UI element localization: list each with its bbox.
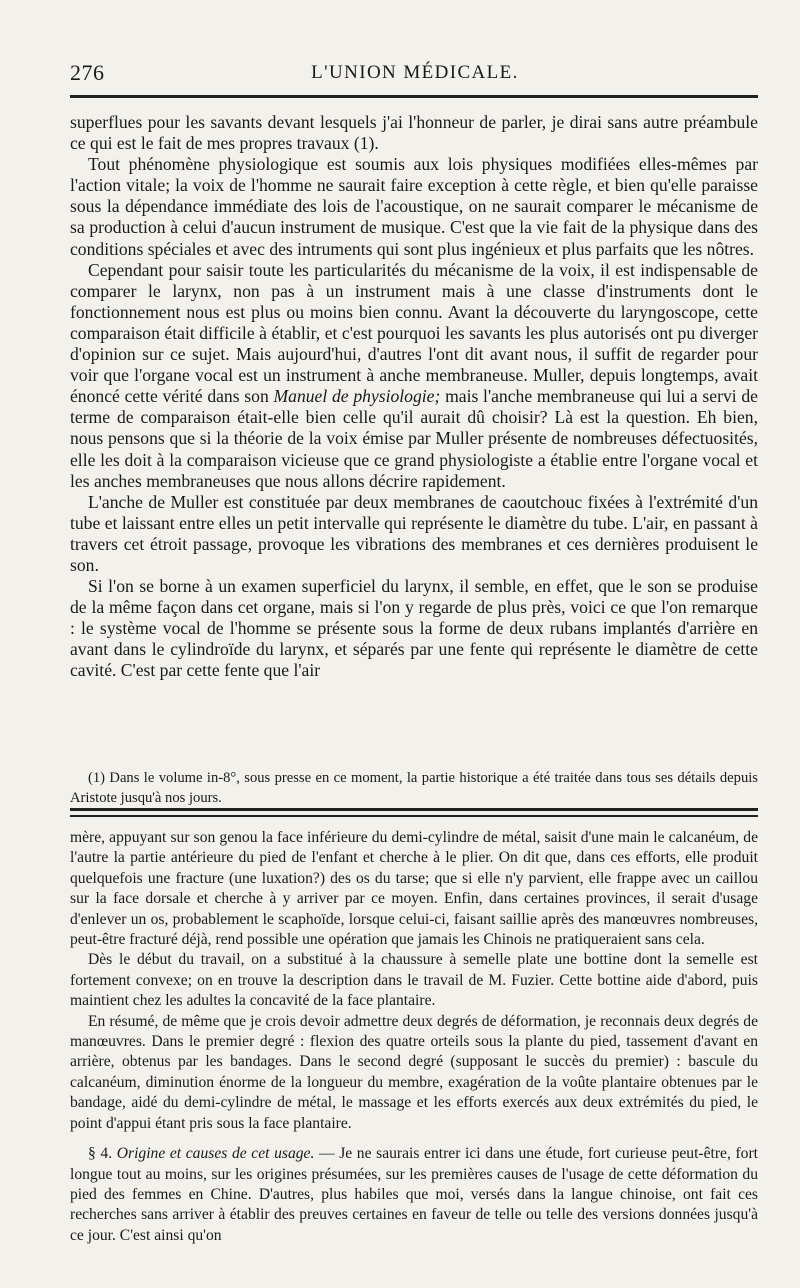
bottom-article: [70, 828, 758, 1246]
paragraph: L'anche de Muller est constituée par deux membranes de caoutchouc fixées à l'extrémité d'un tube et laissant entre elles un petit intervalle qui représente le diamètre du tube. L'air, en passant à travers cet étroit passage, provoque les vibrations des membranes et ces dernières produisent le son.: [70, 491, 758, 575]
page-header: [70, 60, 760, 90]
paragraph-text: Cependant pour saisir toute les particularités du mécanisme de la voix, il est indispensable de comparer le larynx, non pas à un instrument mais à une classe d'instruments dont le fonctionnement nous est plus ou moins bien connu. Avant la découverte du laryngoscope, cette comparaison était difficile à établir, et c'est pourquoi les savants les plus autorisés ont pu diverger d'opinion sur ce sujet. Mais aujourd'hui, d'autres l'ont dit avant nous, il suffit de regarder pour voir que l'organe vocal est un instrument à anche membraneuse. Muller, depuis longtemps, avait énoncé cette vérité dans son: [70, 259, 758, 407]
paragraph: Tout phénomène physiologique est soumis aux lois physiques modifiées elles-mêmes par l'action vitale; la voix de l'homme ne saurait faire exception à cette règle, et bien qu'elle paraisse sous la dépendance immédiate des lois de l'acoustique, on ne saurait comparer le mécanisme de sa production à celui d'aucun instrument de musique. C'est que la vie fait de la physique dans des conditions spéciales et avec des intruments qui sont plus ingénieux et plus parfaits que les nôtres.: [70, 154, 758, 259]
paragraph: En résumé, de même que je crois devoir admettre deux degrés de déformation, je reconnais deux degrés de manœuvres. Dans le premier degré : flexion des quatre orteils sous la plante du pied, tassement d'avant en arrière, obtenus par les bandages. Dans le second degré (supposant le succès du premier) : bascule du calcanéum, diminution énorme de la longueur du membre, exagération de la voûte plantaire obtenues par le bandage, aidé du demi-cylindre de métal, le massage et les efforts exercés aux deux extrémités du pied, le point d'appui étant pris sous la face plantaire.: [70, 1012, 758, 1132]
section-title: Origine et causes de cet usage.: [116, 1145, 315, 1163]
section-paragraph: [70, 1144, 758, 1246]
paragraph-continuation: mère, appuyant sur son genou la face inférieure du demi-cylindre de métal, saisit d'une main le calcanéum, de l'autre la partie antérieure du pied de l'enfant et cherche à le plier. On dit que, dans ces efforts, elle produit quelquefois une fracture (une luxation?) des os du tarse; que si elle n'y parvient, elle frappe avec un caillou sur la face dorsale et cherche à y arriver par ce moyen. Enfin, dans certaines provinces, il serait d'usage d'enlever un os, probablement le scaphoïde, lorsque celui-ci, faisant saillie après des manœuvres nombreuses, peut-être fracturé déjà, rend possible une opération que jamais les Chinois ne pratiqueraient sans cela.: [70, 829, 758, 949]
page-number: 276: [70, 60, 105, 85]
header-rule: [70, 95, 758, 98]
paragraph-text-end: mais l'anche membraneuse qui lui a servi de terme de comparaison était-elle bien celle qu'il aurait dû choisir? Là est la question. Eh bien, nous pensons que si la théorie de la voix émise par Muller présente de nombreuses défectuosités, elle les doit à la comparaison vicieuse que ce grand physiologiste a établie entre l'organe vocal et les anches membraneuses que nous allons décrire rapidement.: [70, 386, 758, 491]
journal-title: L'UNION MÉDICALE.: [311, 62, 519, 83]
separator-rule: [70, 808, 758, 811]
paragraph: Dès le début du travail, on a substitué à la chaussure à semelle plate une bottine dont la semelle est fortement convexe; on en trouve la description dans le travail de M. Fuzier. Cette bottine aide d'abord, puis maintient chez les adultes la concavité de la face plantaire.: [70, 951, 758, 1010]
book-title: Manuel de physiologie;: [273, 386, 441, 407]
footnote: [70, 768, 758, 808]
separator-rule: [70, 815, 758, 817]
paragraph-continuation: superflues pour les savants devant lesquels j'ai l'honneur de parler, je dirai sans autre préambule ce qui est le fait de mes propres travaux (1).: [70, 112, 758, 154]
section-number: § 4.: [88, 1145, 113, 1163]
top-article: [70, 112, 758, 682]
section-text: — Je ne saurais entrer ici dans une étude, fort curieuse peut-être, fort longue tout au moins, sur les origines présumées, sur les premières causes de l'usage de cette déformation du pied des femmes en Chine. D'autres, plus habiles que moi, versés dans la langue chinoise, ont fait ces recherches sans arriver à établir des preuves certaines en faveur de telle ou telle des versions données jusqu'à ce jour. C'est ainsi qu'on: [70, 1145, 759, 1244]
paragraph-larynx-comparison: [70, 260, 758, 492]
paragraph: Si l'on se borne à un examen superficiel du larynx, il semble, en effet, que le son se produise de la même façon dans cet organe, mais si l'on y regarde de plus près, voici ce que l'on remarque : le système vocal de l'homme se présente sous la forme de deux rubans implantés d'arrière en avant dans le cylindroïde du larynx, et séparés par une fente qui représente le diamètre de cette cavité. C'est par cette fente que l'air: [70, 576, 758, 681]
footnote-text: (1) Dans le volume in-8°, sous presse en ce moment, la partie historique a été traitée dans tous ses détails depuis Aristote jusqu'à nos jours.: [70, 770, 758, 806]
